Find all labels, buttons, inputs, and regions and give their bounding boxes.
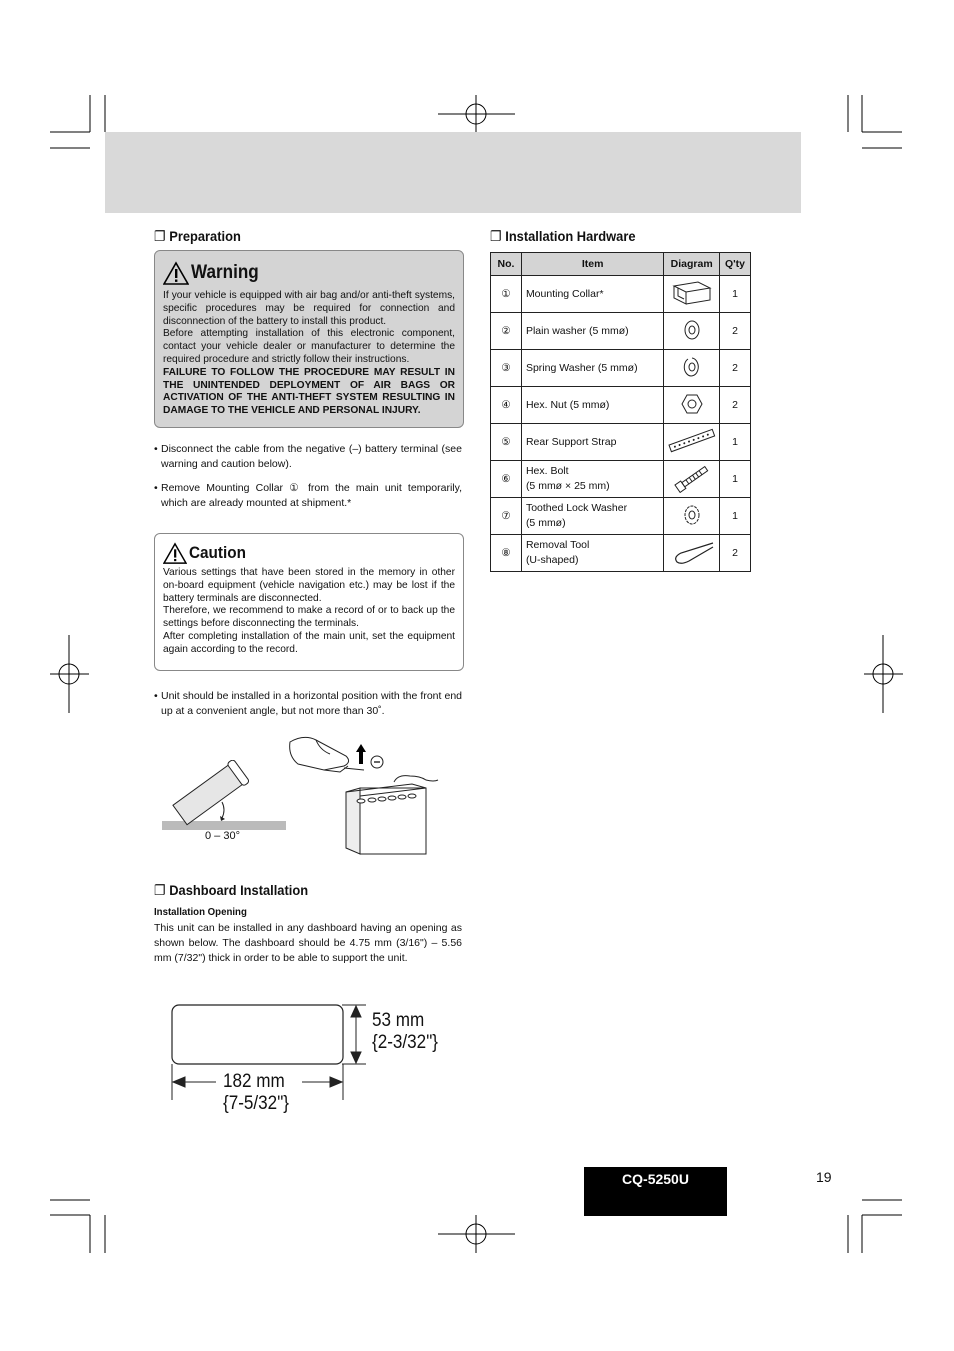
caution-title: Caution (189, 543, 246, 562)
caution-box (154, 533, 464, 671)
row-no: ⑥ (491, 461, 522, 498)
width-inch: {7-5/32"} (223, 1093, 289, 1114)
row-qty: 1 (720, 276, 751, 313)
bullet-remove-collar: • Remove Mounting Collar ① from the main unit temporarily, which are already mounted at shipment.* (154, 482, 462, 509)
row-item: Rear Support Strap (521, 424, 663, 461)
dashboard-description: This unit can be installed in any dashboard having an opening as shown below. The dashboard should be 4.75 mm (3/16") – 5.56 mm (7/32") thick in order to be able to support the unit. (154, 922, 462, 964)
table-row (491, 535, 751, 572)
row-diagram (664, 424, 720, 461)
row-diagram (664, 498, 720, 535)
row-item: Hex. Bolt (5 mmø × 25 mm) (521, 461, 663, 498)
mounting-collar-icon (670, 278, 714, 308)
row-item: Plain washer (5 mmø) (521, 313, 663, 350)
row-no: ⑧ (491, 535, 522, 572)
row-item: Spring Washer (5 mmø) (521, 350, 663, 387)
table-row (491, 276, 751, 313)
row-no: ① (491, 276, 522, 313)
dashboard-heading: ❐ Dashboard Installation (154, 882, 309, 898)
warning-para-3: FAILURE TO FOLLOW THE PROCEDURE MAY RESULT IN THE UNINTENDED DEPLOYMENT OF AIR BAGS OR ACTIVATION OF THE ANTI-THEFT SYSTEM RESULTING IN DAMAGE TO THE VEHICLE AND PERSONAL INJURY. (163, 366, 455, 417)
hardware-heading: ❐ Installation Hardware (490, 228, 636, 244)
preparation-heading: ❐ Preparation (154, 228, 241, 244)
row-diagram (664, 387, 720, 424)
spring-washer-icon (682, 355, 702, 379)
header-item: Item (521, 253, 663, 276)
hardware-table (490, 252, 751, 572)
warning-para-1: If your vehicle is equipped with air bag and/or anti-theft systems, specific procedures may be required for connection and disconnection of the battery to install this product. (163, 290, 455, 327)
lock-washer-icon (682, 503, 702, 527)
table-row (491, 498, 751, 535)
angle-label: 0 – 30° (205, 830, 240, 842)
header-band (105, 132, 801, 213)
plain-washer-icon (682, 318, 702, 342)
width-mm: 182 mm (223, 1071, 285, 1092)
row-diagram (664, 350, 720, 387)
row-item: Mounting Collar* (521, 276, 663, 313)
row-item: Toothed Lock Washer (5 mmø) (521, 498, 663, 535)
row-qty: 1 (720, 498, 751, 535)
row-qty: 1 (720, 424, 751, 461)
page-number: 19 (816, 1169, 832, 1185)
hardware-table-header (491, 253, 751, 276)
caution-para-2: Therefore, we recommend to make a record of or to back up the settings before disconnecting the terminals. (163, 605, 455, 630)
row-diagram (664, 276, 720, 313)
warning-para-2: Before attempting installation of this electronic component, contact your vehicle dealer or manufacturer to determine the required procedure and strictly follow their instructions. (163, 328, 455, 365)
warning-triangle-icon (163, 261, 189, 285)
bullet-disconnect: • Disconnect the cable from the negative (–) battery terminal (see warning and caution below). (154, 443, 462, 470)
row-qty: 2 (720, 535, 751, 572)
row-diagram (664, 313, 720, 350)
row-diagram (664, 535, 720, 572)
warning-title: Warning (191, 262, 259, 283)
warning-box (154, 250, 464, 428)
row-qty: 2 (720, 350, 751, 387)
caution-para-3: After completing installation of the main unit, set the equipment again according to the record. (163, 630, 455, 655)
row-qty: 2 (720, 387, 751, 424)
battery-illustration (286, 730, 446, 860)
row-qty: 2 (720, 313, 751, 350)
row-no: ④ (491, 387, 522, 424)
row-item: Hex. Nut (5 mmø) (521, 387, 663, 424)
height-inch: {2-3/32"} (372, 1032, 438, 1053)
installation-opening-subtitle: Installation Opening (154, 906, 247, 918)
row-item: Removal Tool (U-shaped) (521, 535, 663, 572)
row-diagram (664, 461, 720, 498)
model-badge (584, 1167, 727, 1216)
table-row (491, 387, 751, 424)
height-mm: 53 mm (372, 1010, 425, 1031)
row-no: ③ (491, 350, 522, 387)
table-row (491, 350, 751, 387)
header-diagram: Diagram (664, 253, 720, 276)
mounting-angle-illustration (160, 760, 290, 832)
removal-tool-icon (669, 537, 715, 567)
hex-nut-icon (681, 393, 703, 415)
hex-bolt-icon (672, 463, 712, 493)
table-row (491, 461, 751, 498)
table-row (491, 424, 751, 461)
row-no: ⑤ (491, 424, 522, 461)
header-no: No. (491, 253, 522, 276)
table-row (491, 313, 751, 350)
bullet-horizontal-position: • Unit should be installed in a horizontal position with the front end up at a convenient angle, but not more than 30˚. (154, 690, 462, 717)
row-qty: 1 (720, 461, 751, 498)
support-strap-icon (667, 426, 717, 456)
opening-width-label (223, 1071, 289, 1115)
caution-para-1: Various settings that have been stored in the memory in other on-board equipment (vehicle navigation etc.) may be lost if the battery terminals are disconnected. (163, 567, 455, 604)
row-no: ② (491, 313, 522, 350)
opening-height-label (372, 1010, 438, 1054)
row-no: ⑦ (491, 498, 522, 535)
header-qty: Q'ty (720, 253, 751, 276)
caution-triangle-icon (163, 542, 187, 564)
model-label: CQ-5250U (622, 1171, 689, 1187)
